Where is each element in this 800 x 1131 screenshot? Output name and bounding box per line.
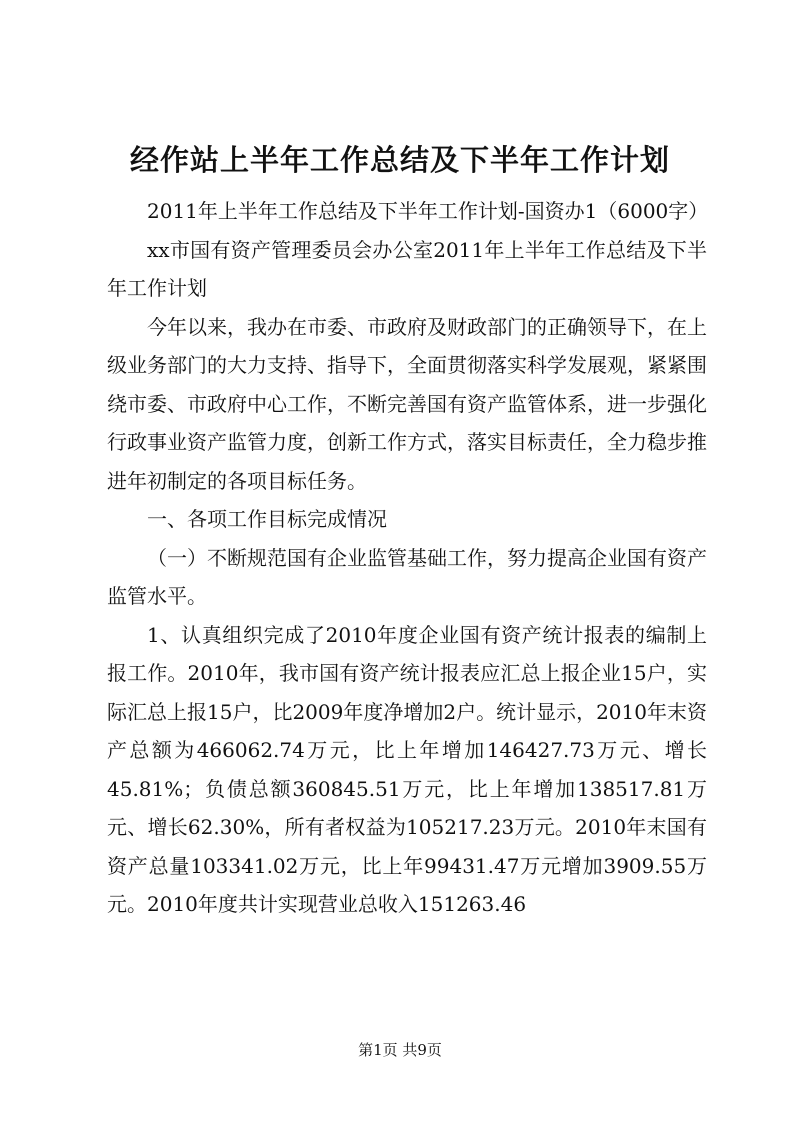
paragraph-item-1: 1、认真组织完成了2010年度企业国有资产统计报表的编制上报工作。2010年，我市国有资产统计报表应汇总上报企业15户，实际汇总上报15户，比2009年度净增加2户。统计显示，2010年末资产总额为466062.74万元，比上年增加146427.73万元、增长45.81%；负债总额360845.51万元，比上年增加138517.81万元、增长62.30%，所有者权益为105217.23万元。2010年末国有资产总量103341.02万元，比上年99431.47万元增加3909.55万元。2010年度共计实现营业总收入151263.46: [107, 622, 707, 916]
subsection-heading-1: （一）不断规范国有企业监管基础工作，努力提高企业国有资产监管水平。: [107, 545, 707, 608]
section-heading-1: 一、各项工作目标完成情况: [147, 507, 387, 531]
paragraph-subtitle: 2011年上半年工作总结及下半年工作计划-国资办1（6000字）: [147, 199, 709, 223]
document-title: 经作站上半年工作总结及下半年工作计划: [129, 143, 670, 177]
paragraph-office-heading: xx市国有资产管理委员会办公室2011年上半年工作总结及下半年工作计划: [107, 237, 707, 300]
paragraph-intro: 今年以来，我办在市委、市政府及财政部门的正确领导下，在上级业务部门的大力支持、指导下，全面贯彻落实科学发展观，紧紧围绕市委、市政府中心工作，不断完善国有资产监管体系，进一步强化行政事业资产监管力度，创新工作方式，落实目标责任，全力稳步推进年初制定的各项目标任务。: [107, 314, 707, 493]
document-body: [107, 192, 707, 924]
page-footer: 第1页 共9页: [358, 1041, 442, 1059]
